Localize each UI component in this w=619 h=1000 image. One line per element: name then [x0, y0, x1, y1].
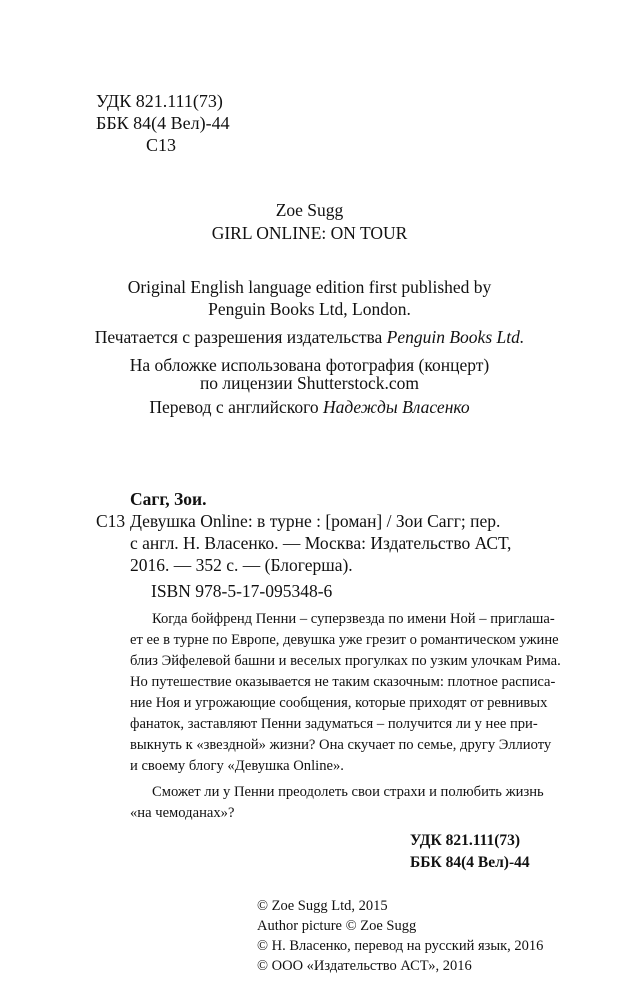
annotation-line: Но путешествие оказывается не таким сказочным: плотное расписа- [130, 674, 556, 690]
annotation-line: и своему блогу «Девушка Online». [130, 758, 344, 774]
annotation-line: Сможет ли у Пенни преодолеть свои страхи и полюбить жизнь [152, 784, 544, 800]
copyright-line: Author picture © Zoe Sugg [257, 918, 417, 934]
bottom-bbk-code: ББК 84(4 Вел)-44 [410, 854, 530, 871]
isbn: ISBN 978-5-17-095348-6 [151, 581, 333, 601]
bbk-code: ББК 84(4 Вел)-44 [96, 113, 230, 133]
original-title: GIRL ONLINE: ON TOUR [211, 223, 408, 243]
catalog-code: С13 [96, 511, 126, 531]
catalog-line-3: 2016. — 352 с. — (Блогерша). [130, 555, 353, 575]
original-author: Zoe Sugg [275, 200, 344, 220]
cover-line-1: На обложке использована фотография (концерт) [129, 355, 490, 375]
catalog-line-2: с англ. Н. Власенко. — Москва: Издательство АСТ, [130, 533, 512, 553]
copyright-line: © Н. Власенко, перевод на русский язык, 2016 [257, 938, 544, 954]
copyright-line: © Zoe Sugg Ltd, 2015 [257, 898, 388, 914]
author-mark: С13 [146, 135, 177, 155]
cover-line-2: по лицензии Shutterstock.com [199, 373, 420, 393]
annotation-line: «на чемоданах»? [130, 805, 235, 821]
copyright-line: © ООО «Издательство АСТ», 2016 [257, 958, 472, 974]
annotation-line: ние Ноя и угрожающие сообщения, которые приходят от ревнивых [130, 695, 548, 711]
catalog-line-1: Девушка Online: в турне : [роман] / Зои Сагг; пер. [130, 511, 501, 531]
annotation-line: Когда бойфренд Пенни – суперзвезда по имени Ной – приглаша- [152, 611, 555, 627]
catalog-heading: Сагг, Зои. [130, 489, 207, 509]
printed-permission [0, 326, 619, 348]
printed-prefix: Печатается с разрешения издательства [94, 327, 387, 347]
translation-credit [0, 396, 619, 418]
bottom-udk-code: УДК 821.111(73) [410, 832, 521, 849]
edition-line-1: Original English language edition first published by [127, 277, 492, 297]
translation-prefix: Перевод с английского [149, 397, 323, 417]
edition-line-2: Penguin Books Ltd, London. [208, 299, 411, 319]
translator-name: Надежды Власенко [322, 397, 470, 417]
annotation-line: фанаток, заставляют Пенни задуматься – получится ли у нее при- [130, 716, 538, 732]
udk-code: УДК 821.111(73) [96, 91, 223, 111]
printed-publisher: Penguin Books Ltd. [386, 327, 525, 347]
annotation-line: близ Эйфелевой башни и веселых прогулках по узким улочкам Рима. [130, 653, 561, 669]
annotation-line: ет ее в турне по Европе, девушка уже грезит о романтическом ужине [130, 632, 559, 648]
annotation-line: выкнуть к «звездной» жизни? Она скучает по семье, другу Эллиоту [130, 737, 552, 753]
